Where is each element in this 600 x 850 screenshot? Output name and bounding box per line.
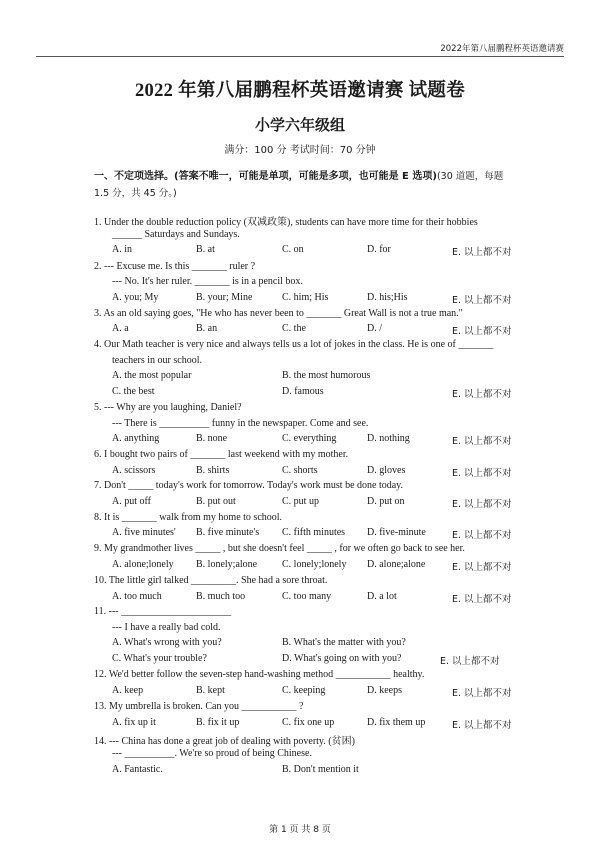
question-stem: 11. --- ______________________ [94,606,232,617]
answer-option: B. fix it up [196,717,240,728]
answer-option: D. What's going on with you? [282,653,402,664]
answer-option: B. the most humorous [282,370,371,381]
question-continuation: --- I have a really bad cold. [112,622,221,633]
answer-option: E. 以上都不对 [452,688,512,699]
answer-option: D. for [367,244,391,255]
answer-option: D. famous [282,386,324,397]
question-continuation: --- No. It's her ruler. _______ is in a pencil box. [112,276,303,287]
answer-option: E. 以上都不对 [452,530,512,541]
answer-option: B. Don't mention it [282,764,359,775]
running-header [36,40,564,57]
answer-option: E. 以上都不对 [452,499,512,510]
answer-option: B. kept [196,685,225,696]
question-stem: 9. My grandmother lives _____ , but she doesn't feel _____ , for we often go back to see her. [94,543,465,554]
answer-option: C. shorts [282,465,318,476]
answer-option: E. 以上都不对 [452,389,512,400]
answer-option: C. everything [282,433,337,444]
answer-option: C. lonely;lonely [282,559,347,570]
answer-option: C. too many [282,591,332,602]
question-stem: 8. It is _______ walk from my home to school. [94,512,283,523]
answer-option: D. five-minute [367,527,426,538]
section-heading [94,168,518,202]
answer-option: A. a [112,323,129,334]
answer-option: A. the most popular [112,370,192,381]
answer-option: C. put up [282,496,319,507]
question-stem: 10. The little girl talked _________. She had a sore throat. [94,575,328,586]
answer-option: A. keep [112,685,144,696]
answer-option: C. him; His [282,292,329,303]
answer-option: D. fix them up [367,717,426,728]
question-continuation: --- There is __________ funny in the newspaper. Come and see. [112,418,369,429]
header-tag: 2022年第八届鹏程杯英语邀请赛 [440,44,564,54]
question-continuation: teachers in our school. [112,355,202,366]
answer-option: C. the [282,323,306,334]
answer-option: B. five minute's [196,527,260,538]
question-stem: 5. --- Why are you laughing, Daniel? [94,402,242,413]
answer-option: C. keeping [282,685,326,696]
answer-option: E. 以上都不对 [452,468,512,479]
answer-option: C. fix one up [282,717,335,728]
answer-option: E. 以上都不对 [452,594,512,605]
answer-option: A. five minutes' [112,527,176,538]
answer-option: D. keeps [367,685,402,696]
answer-option: B. an [196,323,218,334]
answer-option: B. shirts [196,465,230,476]
answer-option: B. none [196,433,228,444]
question-stem: 6. I bought two pairs of _______ last weekend with my mother. [94,449,349,460]
answer-option: E. 以上都不对 [452,436,512,447]
answer-option: E. 以上都不对 [452,562,512,573]
answer-option: A. What's wrong with you? [112,637,222,648]
answer-option: C. What's your trouble? [112,653,207,664]
answer-option: A. fix up it [112,717,156,728]
question-stem: 3. As an old saying goes, "He who has never been to _______ Great Wall is not a true man." [94,308,463,319]
question-stem: 4. Our Math teacher is very nice and always tells us a lot of jokes in the class. He is one of _______ [94,339,494,350]
answer-option: A. Fantastic. [112,764,163,775]
section-heading-suffix: (30 道题，每题 [436,171,504,182]
answer-option: E. 以上都不对 [452,720,512,731]
question-stem: 13. My umbrella is broken. Can you ___________ ? [94,701,304,712]
answer-option: D. put on [367,496,405,507]
answer-option: B. What's the matter with you? [282,637,406,648]
answer-option: A. you; My [112,292,159,303]
answer-option: E. 以上都不对 [452,326,512,337]
question-stem: 7. Don't _____ today's work for tomorrow. Today's work must be done today. [94,480,404,491]
answer-option: A. anything [112,433,160,444]
answer-option: B. at [196,244,215,255]
answer-option: A. in [112,244,132,255]
answer-option: B. put out [196,496,236,507]
section-heading-text: 一、不定项选择。(答案不唯一，可能是单项，可能是多项，也可能是 E 选项) [94,171,437,182]
answer-option: B. your; Mine [196,292,253,303]
answer-option: B. lonely;alone [196,559,258,570]
answer-option: B. much too [196,591,246,602]
answer-option: C. fifth minutes [282,527,346,538]
question-stem: 14. --- China has done a great job of dealing with poverty. (贫困) [94,736,355,747]
answer-option: D. nothing [367,433,410,444]
section-heading-line2: 1.5 分，共 45 分。) [94,188,177,199]
answer-option: A. alone;lonely [112,559,174,570]
page-footer: 第 1 页 共 8 页 [269,825,331,835]
answer-option: A. too much [112,591,162,602]
exam-meta: 满分：100 分 考试时间：70 分钟 [224,145,376,156]
answer-option: D. / [367,323,382,334]
answer-option: E. 以上都不对 [440,656,500,667]
question-stem: 1. Under the double reduction policy (双减政策), students can have more time for their hobbies [94,217,478,228]
answer-option: D. a lot [367,591,397,602]
answer-option: A. scissors [112,465,156,476]
page-title: 2022 年第八届鹏程杯英语邀请赛 试题卷 [134,81,466,101]
page-subtitle: 小学六年级组 [254,118,345,134]
answer-option: D. gloves [367,465,406,476]
question-stem: 2. --- Excuse me. Is this _______ ruler ? [94,261,256,272]
answer-option: D. his;His [367,292,408,303]
question-continuation: ______ Saturdays and Sundays. [112,229,240,240]
answer-option: D. alone;alone [367,559,426,570]
question-continuation: --- __________. We're so proud of being Chinese. [112,748,312,759]
answer-option: C. the best [112,386,155,397]
answer-option: E. 以上都不对 [452,295,512,306]
question-stem: 12. We'd better follow the seven-step hand-washing method ___________ healthy. [94,669,425,680]
answer-option: E. 以上都不对 [452,247,512,258]
answer-option: A. put off [112,496,151,507]
answer-option: C. on [282,244,304,255]
